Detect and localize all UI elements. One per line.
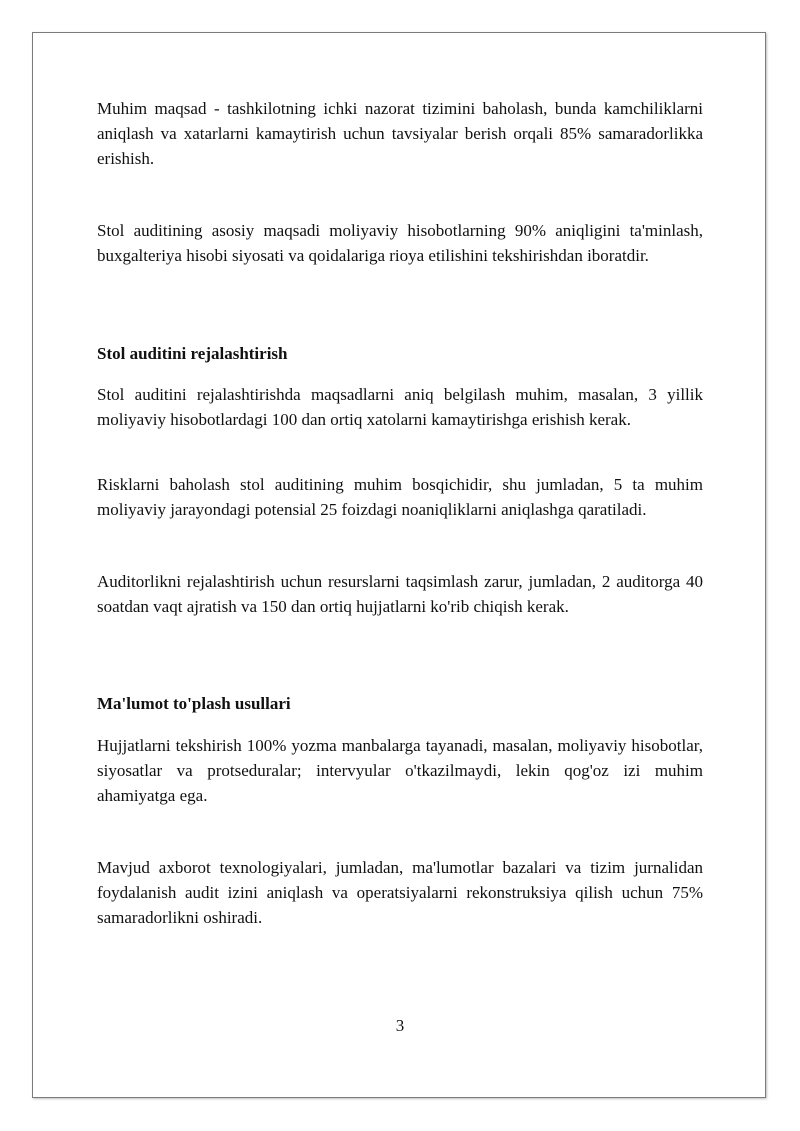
paragraph-resource-allocation: Auditorlikni rejalashtirish uchun resurslarni taqsimlash zarur, jumladan, 2 auditorga 40 soatdan vaqt ajratish va 150 dan ortiq hujjatlarni ko'rib chiqish kerak. [97,572,703,616]
paragraph-it-usage: Mavjud axborot texnologiyalari, jumladan, ma'lumotlar bazalari va tizim jurnalidan foydalanish audit izini aniqlash va operatsiyalarni rekonstruksiya qilish uchun 75% samaradorlikni oshiradi. [97,858,703,927]
page-number: 3 [395,1016,405,1035]
paragraph-planning-goals: Stol auditini rejalashtirishda maqsadlarni aniq belgilash muhim, masalan, 3 yillik moliyaviy hisobotlardagi 100 dan ortiq xatolarni kamaytirishga erishish kerak. [97,385,703,429]
paragraph-audit-goal: Stol auditining asosiy maqsadi moliyaviy hisobotlarning 90% aniqligini ta'minlash, buxgalteriya hisobi siyosati va qoidalariga rioya etilishini tekshirishdan iboratdir. [97,221,703,265]
page-content [97,0,703,1131]
heading-audit-planning: Stol auditini rejalashtirish [97,344,288,363]
heading-data-collection: Ma'lumot to'plash usullari [97,694,291,713]
paragraph-risk-assessment: Risklarni baholash stol auditining muhim bosqichidir, shu jumladan, 5 ta muhim moliyaviy jarayondagi potensial 25 foizdagi noaniqliklarni aniqlashga qaratiladi. [97,475,703,519]
paragraph-document-review: Hujjatlarni tekshirish 100% yozma manbalarga tayanadi, masalan, moliyaviy hisobotlar, siyosatlar va protseduralar; intervyular o'tkazilmaydi, lekin qog'oz izi muhim ahamiyatga ega. [97,736,703,805]
paragraph-internal-control: Muhim maqsad - tashkilotning ichki nazorat tizimini baholash, bunda kamchiliklarni aniqlash va xatarlarni kamaytirish uchun tavsiyalar berish orqali 85% samaradorlikka erishish. [97,99,703,168]
